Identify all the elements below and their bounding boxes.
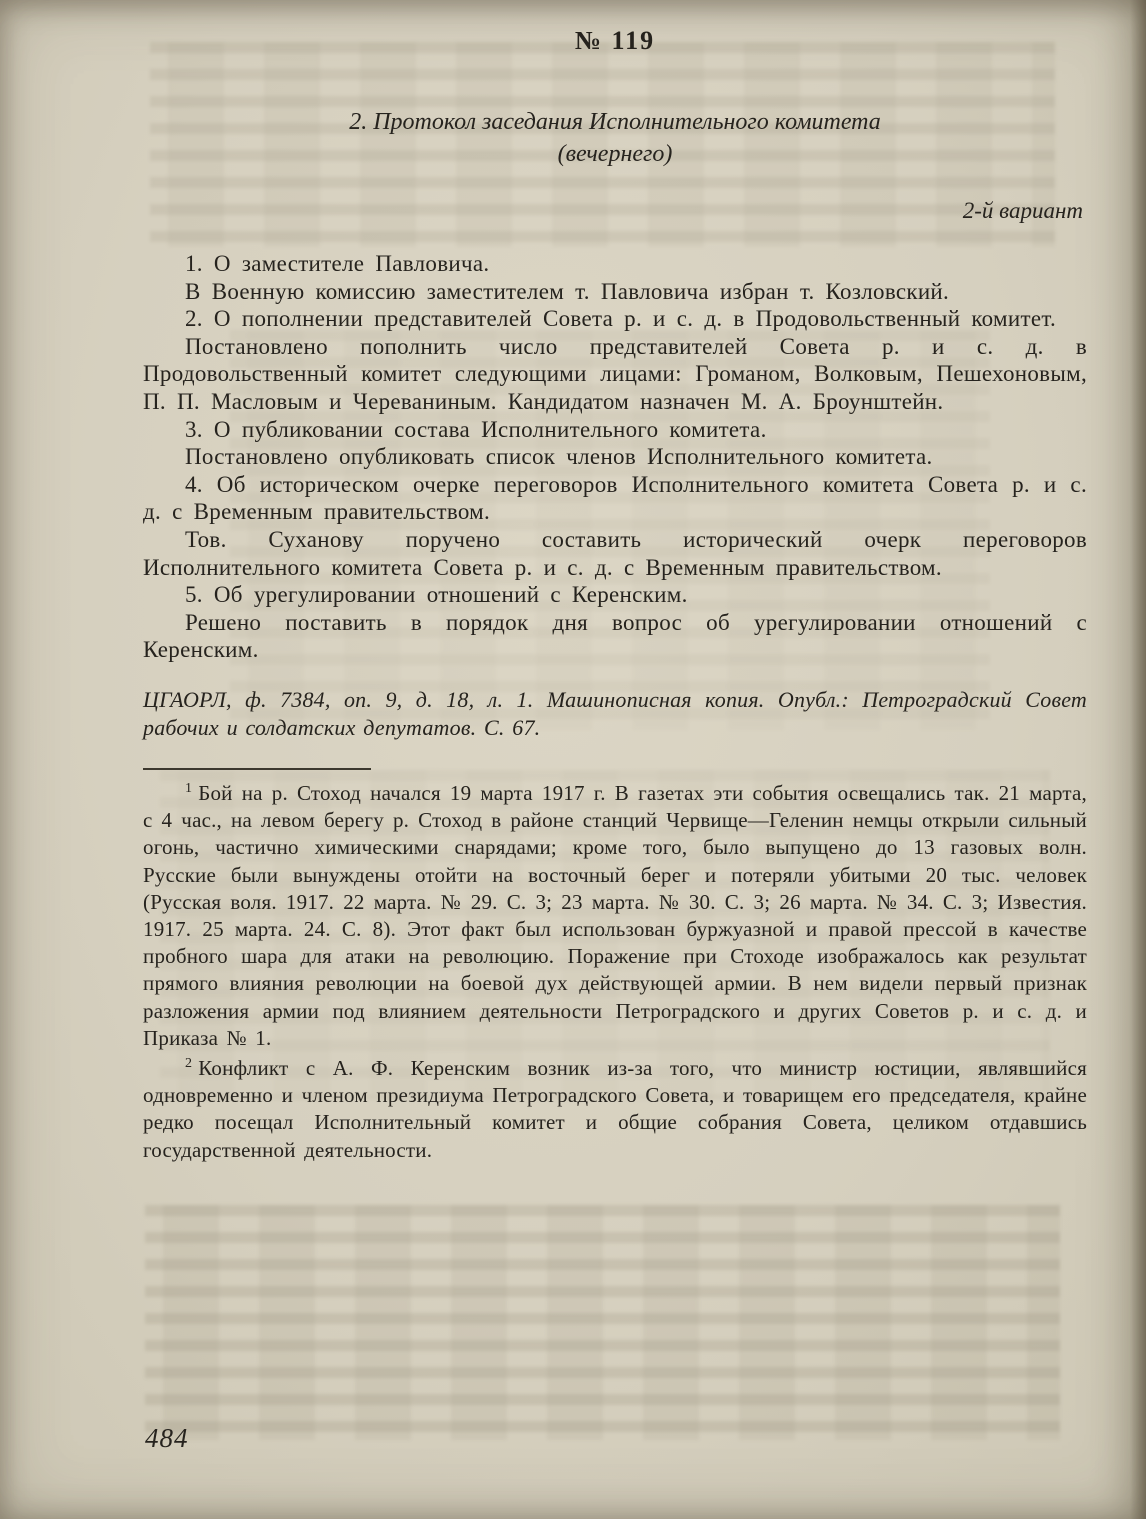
footnotes-block: [143, 780, 1087, 1164]
document-number: № 119: [574, 26, 656, 55]
body-paragraph: Постановлено опубликовать список членов Исполнительного комитета.: [185, 444, 933, 470]
body-paragraph: 3. О публиковании состава Исполнительного комитета.: [185, 416, 767, 442]
archival-source-legend: ЦГАОРЛ, ф. 7384, оп. 9, д. 18, л. 1. Машинописная копия. Опубл.: Петроградский Совет рабочих и солдатских депутатов. С. 67.: [143, 686, 1087, 740]
document-body: [143, 250, 1087, 664]
document-subtitle: (вечернего): [557, 141, 673, 167]
body-paragraph: Решено поставить в порядок дня вопрос об урегулировании отношений с Керенским.: [143, 609, 1087, 663]
body-paragraph: Постановлено пополнить число представителей Совета р. и с. д. в Продовольственный комитет следующими лицами: Громаном, Волковым, Пешехоновым, П. П. Масловым и Череваниным. Кандидатом назначен М. А. Броунштейн.: [143, 333, 1087, 414]
page-number: 484: [145, 1423, 189, 1453]
body-paragraph: Тов. Суханову поручено составить исторический очерк переговоров Исполнительного комитета Совета р. и с. д. с Временным правительством.: [143, 526, 1087, 580]
page-edge-shadow: [1130, 0, 1146, 1519]
footnote-separator-rule: [143, 768, 371, 770]
text-block: [143, 0, 1087, 1164]
body-paragraph: 2. О пополнении представителей Совета р. и с. д. в Продовольственный комитет.: [185, 306, 1057, 332]
footnote: [143, 1055, 1087, 1164]
variant-label: 2-й вариант: [962, 198, 1083, 223]
body-paragraph: В Военную комиссию заместителем т. Павловича избран т. Козловский.: [185, 278, 950, 304]
body-paragraph: 1. О заместителе Павловича.: [185, 251, 490, 276]
footnote-text: Бой на р. Стоход начался 19 марта 1917 г. В газетах эти события освещались так. 21 марта, с 4 час., на левом берегу р. Стоход в районе станций Червище—Геленин немцы открыли сильный огонь, частично химическими снарядами; кроме того, было выпущено до 13 газовых волн. Русские были вынуждены отойти на восточный берег и потеряли убитыми 20 тыс. человек (Русская воля. 1917. 22 марта. № 29. С. 3; 23 марта. № 30. С. 3; 26 марта. № 34. С. 3; Известия. 1917. 25 марта. 24. С. 8). Этот факт был использован буржуазной и правой прессой в качестве пробного шара для атаки на революцию. Поражение при Стоходе изображалось как результат прямого влияния революции на боевой дух действующей армии. В нем видели первый признак разложения армии под влиянием деятельности Петроградского и других Советов р. и с. д. и Приказа № 1.: [143, 780, 1087, 1050]
footnote: [143, 780, 1087, 1052]
footnote-marker: 2: [185, 1055, 193, 1071]
footnote-text: Конфликт с А. Ф. Керенским возник из-за того, что министр юстиции, являвшийся одновременно и членом президиума Петроградского Совета, и товарищем его председателя, крайне редко посещал Исполнительный комитет и общие собрания Совета, целиком отдавшись государственной деятельности.: [143, 1055, 1087, 1162]
document-title: 2. Протокол заседания Исполнительного комитета: [349, 109, 881, 135]
bleed-through-ghost-text: [145, 1205, 1060, 1440]
body-paragraph: 5. Об урегулировании отношений с Керенским.: [185, 582, 688, 608]
body-paragraph: 4. Об историческом очерке переговоров Исполнительного комитета Совета р. и с. д. с Временным правительством.: [143, 471, 1087, 525]
footnote-marker: 1: [185, 780, 193, 796]
